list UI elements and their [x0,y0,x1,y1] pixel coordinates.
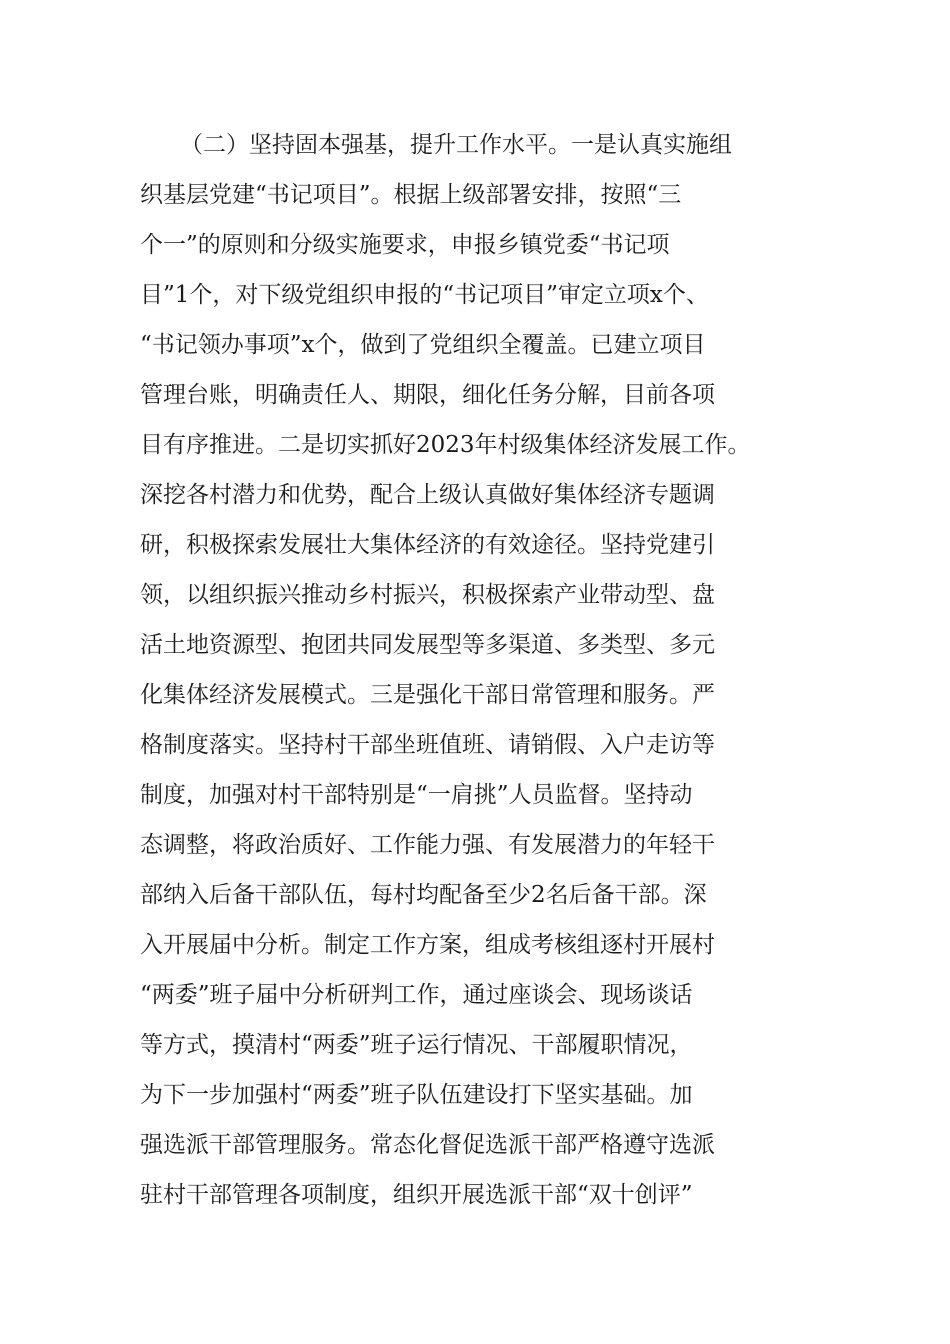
text-line: 制度，加强对村干部特别是“一肩挑”人员监督。坚持动 [140,782,693,808]
text-line: 目有序推进。二是切实抓好2023年村级集体经济发展工作。 [140,432,751,458]
text-line: 态调整，将政治质好、工作能力强、有发展潜力的年轻干 [140,832,715,858]
text-line: 部纳入后备干部队伍，每村均配备至少2名后备干部。深 [140,882,707,908]
text-line: “两委”班子届中分析研判工作，通过座谈会、现场谈话 [140,982,693,1008]
text-line: 为下一步加强村“两委”班子队伍建设打下坚实基础。加 [140,1082,693,1108]
text-line: 化集体经济发展模式。三是强化干部日常管理和服务。严 [140,682,715,708]
text-line: 研，积极探索发展壮大集体经济的有效途径。坚持党建引 [140,532,715,558]
text-line: 织基层党建“书记项目”。根据上级部署安排，按照“三 [140,182,682,208]
text-line: （二）坚持固本强基，提升工作水平。一是认真实施组 [180,132,732,158]
text-line: 领，以组织振兴推动乡村振兴，积极探索产业带动型、盘 [140,582,715,608]
text-line: 入开展届中分析。制定工作方案，组成考核组逐村开展村 [140,932,715,958]
text-line: “书记领办事项”x个，做到了党组织全覆盖。已建立项目 [140,332,706,358]
text-line: 格制度落实。坚持村干部坐班值班、请销假、入户走访等 [140,732,715,758]
text-line: 强选派干部管理服务。常态化督促选派干部严格遵守选派 [140,1132,715,1158]
text-line: 等方式，摸清村“两委”班子运行情况、干部履职情况， [140,1032,693,1058]
text-line: 管理台账，明确责任人、期限，细化任务分解，目前各项 [140,382,715,408]
text-line: 目”1个，对下级党组织申报的“书记项目”审定立项x个、 [140,282,709,308]
text-line: 深挖各村潜力和优势，配合上级认真做好集体经济专题调 [140,482,715,508]
text-line: 活土地资源型、抱团共同发展型等多渠道、多类型、多元 [140,632,715,658]
text-line: 个一”的原则和分级实施要求，申报乡镇党委“书记项 [140,232,670,258]
text-line: 驻村干部管理各项制度，组织开展选派干部“双十创评” [140,1182,693,1208]
